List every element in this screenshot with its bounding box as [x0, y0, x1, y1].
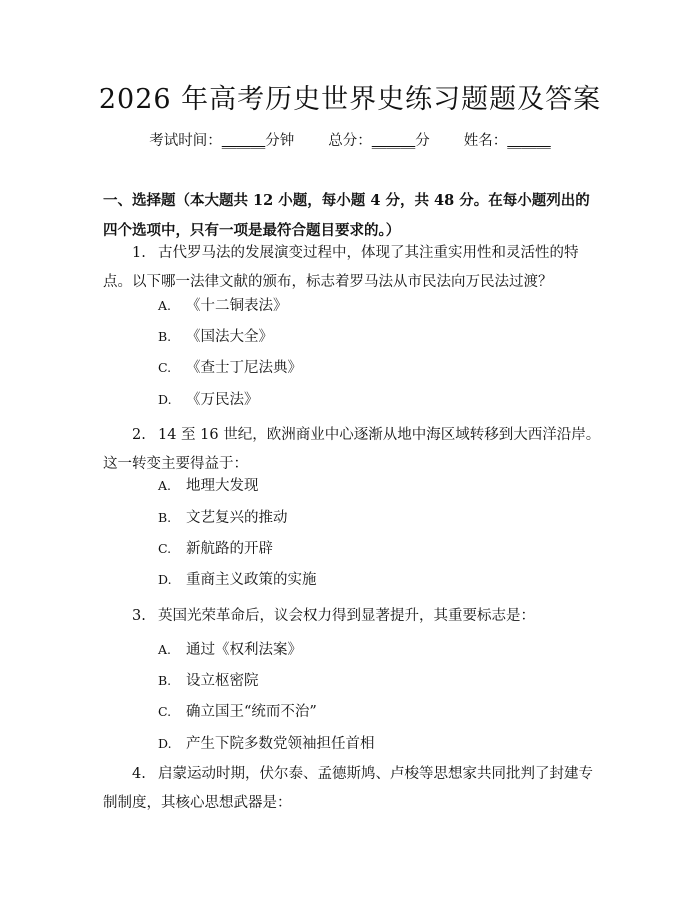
option-text: 地理大发现 [186, 478, 259, 494]
option-text: 《国法大全》 [186, 329, 273, 345]
question-2-option-b [158, 508, 288, 528]
question-number: 1. [132, 245, 146, 261]
option-text: 通过《权利法案》 [186, 642, 302, 658]
name-label: 姓名： [463, 133, 508, 149]
option-text: 《十二铜表法》 [186, 298, 288, 314]
option-letter: B. [158, 329, 172, 344]
option-letter: A. [158, 298, 172, 313]
total-score-unit: 分 [415, 133, 430, 149]
total-score-label: 总分： [328, 133, 372, 149]
question-1 [103, 239, 603, 297]
question-text: 启蒙运动时期，伏尔泰、孟德斯鸠、卢梭等思想家共同批判了封建专制制度，其核心思想武器是： [103, 766, 593, 811]
question-text: 14 至 16 世纪，欧洲商业中心逐渐从地中海区域转移到大西洋沿岸。这一转变主要得益于： [103, 427, 601, 472]
question-number: 4. [132, 766, 146, 782]
option-letter: C. [158, 360, 172, 375]
option-letter: A. [158, 642, 172, 657]
option-letter: B. [158, 510, 172, 525]
exam-time-field [149, 131, 294, 151]
option-text: 《万民法》 [186, 392, 259, 408]
option-letter: D. [158, 392, 172, 407]
question-3 [103, 602, 603, 631]
option-text: 确立国王“统而不治” [186, 704, 317, 720]
question-1-option-c [158, 358, 302, 378]
option-text: 文艺复兴的推动 [186, 510, 288, 526]
question-3-option-b [158, 671, 259, 691]
question-number: 2. [132, 427, 146, 443]
section-heading: 一、选择题（本大题共 12 小题，每小题 4 分，共 48 分。在每小题列出的四个选项中，只有一项是最符合题目要求的。） [103, 192, 590, 239]
total-score-blank: ______ [371, 133, 416, 149]
option-letter: A. [158, 478, 172, 493]
question-number: 3. [132, 608, 146, 624]
option-text: 新航路的开辟 [186, 541, 273, 557]
option-letter: D. [158, 572, 172, 587]
question-1-option-a [158, 296, 288, 316]
exam-info-line [0, 131, 700, 151]
question-3-option-c [158, 702, 317, 722]
option-text: 产生下院多数党领袖担任首相 [186, 736, 375, 752]
question-text: 古代罗马法的发展演变过程中，体现了其注重实用性和灵活性的特点。以下哪一法律文献的颁布，标志着罗马法从市民法向万民法过渡？ [103, 245, 579, 290]
exam-time-blank: ______ [221, 133, 266, 149]
question-text: 英国光荣革命后，议会权力得到显著提升，其重要标志是： [158, 608, 535, 624]
document-title: 2026 年高考历史世界史练习题题及答案 [98, 84, 602, 115]
question-1-option-d [158, 390, 259, 410]
name-field [464, 131, 551, 151]
name-blank: ______ [507, 133, 551, 149]
question-3-option-d [158, 734, 375, 754]
option-letter: C. [158, 541, 172, 556]
option-text: 重商主义政策的实施 [186, 572, 317, 588]
option-letter: B. [158, 673, 172, 688]
question-2-option-d [158, 570, 317, 590]
option-text: 《查士丁尼法典》 [186, 360, 302, 376]
question-2 [103, 421, 603, 479]
option-text: 设立枢密院 [186, 673, 259, 689]
exam-time-label: 考试时间： [149, 133, 222, 149]
question-2-option-a [158, 476, 259, 496]
option-letter: D. [158, 736, 172, 751]
question-2-option-c [158, 539, 273, 559]
question-4 [103, 760, 603, 818]
option-letter: C. [158, 704, 172, 719]
exam-time-unit: 分钟 [265, 133, 295, 149]
total-score-field [328, 131, 430, 151]
question-3-option-a [158, 640, 302, 660]
question-1-option-b [158, 327, 273, 347]
